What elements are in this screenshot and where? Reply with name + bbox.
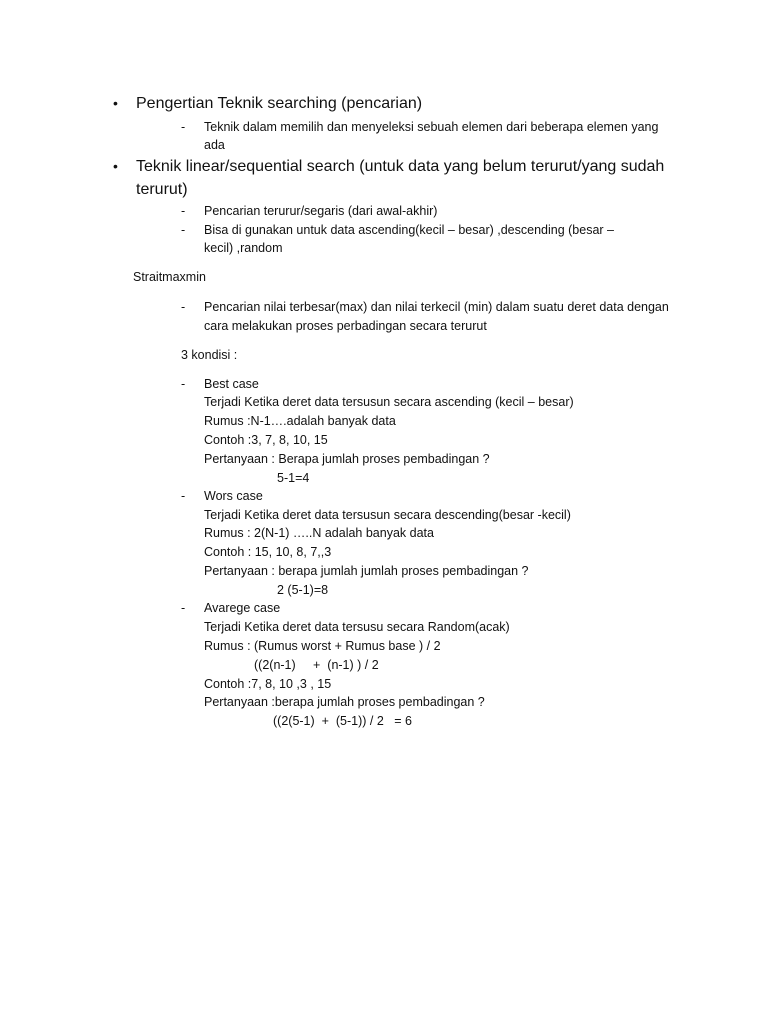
- bullet-marker: •: [113, 95, 118, 111]
- dash-marker: -: [181, 120, 186, 134]
- dash-marker: -: [181, 204, 186, 218]
- linear-item-line: Pencarian terurur/segaris (dari awal-akhir): [204, 204, 438, 218]
- definition-line: Teknik dalam memilih dan menyeleksi sebuah elemen dari beberapa elemen yang: [204, 120, 659, 134]
- bullet-marker: •: [113, 158, 118, 174]
- case-line: Rumus : 2(N-1) …..N adalah banyak data: [204, 526, 434, 540]
- heading-linear-search: Teknik linear/sequential search (untuk data yang belum terurut/yang sudah: [136, 158, 665, 175]
- case-line: Rumus :N-1….adalah banyak data: [204, 414, 396, 428]
- kondisi-label: 3 kondisi :: [181, 348, 238, 362]
- case-line: Rumus : (Rumus worst + Rumus base ) / 2: [204, 639, 441, 653]
- linear-item-line: kecil) ,random: [204, 241, 283, 255]
- case-line: Pertanyaan : berapa jumlah jumlah proses pembadingan ?: [204, 564, 529, 578]
- dash-marker: -: [181, 377, 186, 391]
- heading-searching: Pengertian Teknik searching (pencarian): [136, 95, 423, 112]
- case-line: Contoh :3, 7, 8, 10, 15: [204, 433, 328, 447]
- heading-linear-search-cont: terurut): [136, 181, 188, 198]
- case-line: Terjadi Ketika deret data tersusun secara descending(besar -kecil): [204, 508, 571, 522]
- case-line: Contoh : 15, 10, 8, 7,,3: [204, 545, 332, 559]
- case-title: Wors case: [204, 489, 263, 503]
- case-title: Best case: [204, 377, 259, 391]
- straitmaxmin-desc-line: Pencarian nilai terbesar(max) dan nilai terkecil (min) dalam suatu deret data dengan: [204, 300, 669, 314]
- dash-marker: -: [181, 223, 186, 237]
- case-line: Contoh :7, 8, 10 ,3 , 15: [204, 677, 332, 691]
- linear-item-line: Bisa di gunakan untuk data ascending(kecil – besar) ,descending (besar –: [204, 223, 614, 237]
- case-line: Pertanyaan : Berapa jumlah proses pembadingan ?: [204, 452, 490, 466]
- case-title: Avarege case: [204, 601, 281, 615]
- case-answer: 5-1=4: [277, 471, 310, 485]
- dash-marker: -: [181, 601, 186, 615]
- case-line: Terjadi Ketika deret data tersusun secara ascending (kecil – besar): [204, 395, 574, 409]
- straitmaxmin-desc-line: cara melakukan proses perbadingan secara terurut: [204, 319, 487, 333]
- definition-line: ada: [204, 138, 225, 152]
- straitmaxmin-title: Straitmaxmin: [133, 270, 206, 284]
- dash-marker: -: [181, 489, 186, 503]
- dash-marker: -: [181, 300, 186, 314]
- case-line: Terjadi Ketika deret data tersusu secara Random(acak): [204, 620, 510, 634]
- case-answer: ((2(5-1) + (5-1)) / 2 = 6: [273, 714, 412, 728]
- case-answer: 2 (5-1)=8: [277, 583, 329, 597]
- case-line: Pertanyaan :berapa jumlah proses pembadingan ?: [204, 695, 485, 709]
- case-formula: ((2(n-1) + (n-1) ) / 2: [254, 658, 379, 672]
